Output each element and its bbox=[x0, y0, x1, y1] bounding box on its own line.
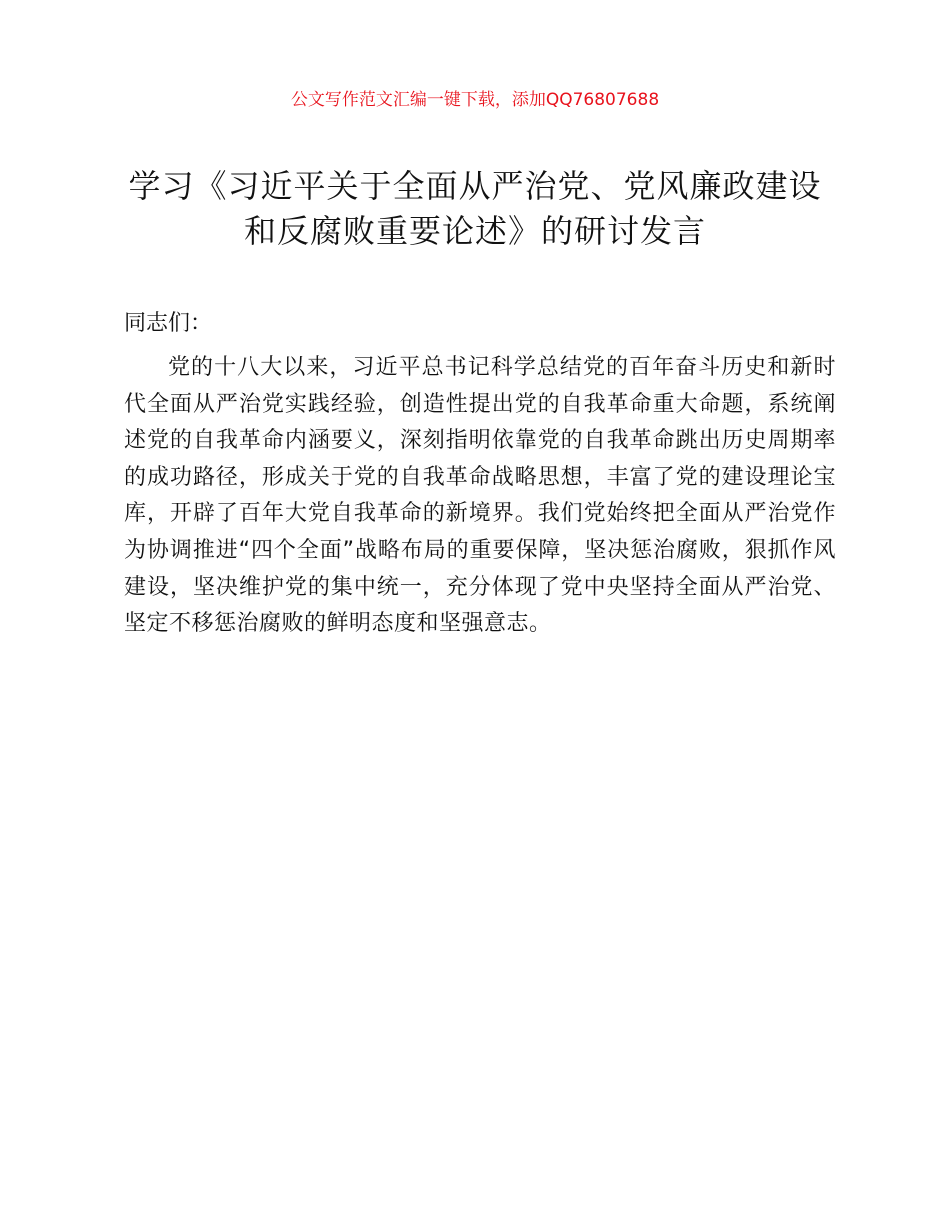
download-promo-note: 公文写作范文汇编一键下载，添加QQ76807688 bbox=[290, 90, 660, 110]
document-title: 学习《习近平关于全面从严治党、党风廉政建设和反腐败重要论述》的研讨发言 bbox=[128, 167, 822, 250]
salutation: 同志们： bbox=[124, 311, 213, 336]
body-paragraph: 党的十八大以来，习近平总书记科学总结党的百年奋斗历史和新时代全面从严治党实践经验，创造性提出党的自我革命重大命题，系统阐述党的自我革命内涵要义，深刻指明依靠党的自我革命跳出历史周期率的成功路径，形成关于党的自我革命战略思想，丰富了党的建设理论宝库，开辟了百年大党自我革命的新境界。我们党始终把全面从严治党作为协调推进“四个全面”战略布局的重要保障，坚决惩治腐败，狠抓作风建设，坚决维护党的集中统一，充分体现了党中央坚持全面从严治党、坚定不移惩治腐败的鲜明态度和坚强意志。 bbox=[124, 355, 836, 637]
